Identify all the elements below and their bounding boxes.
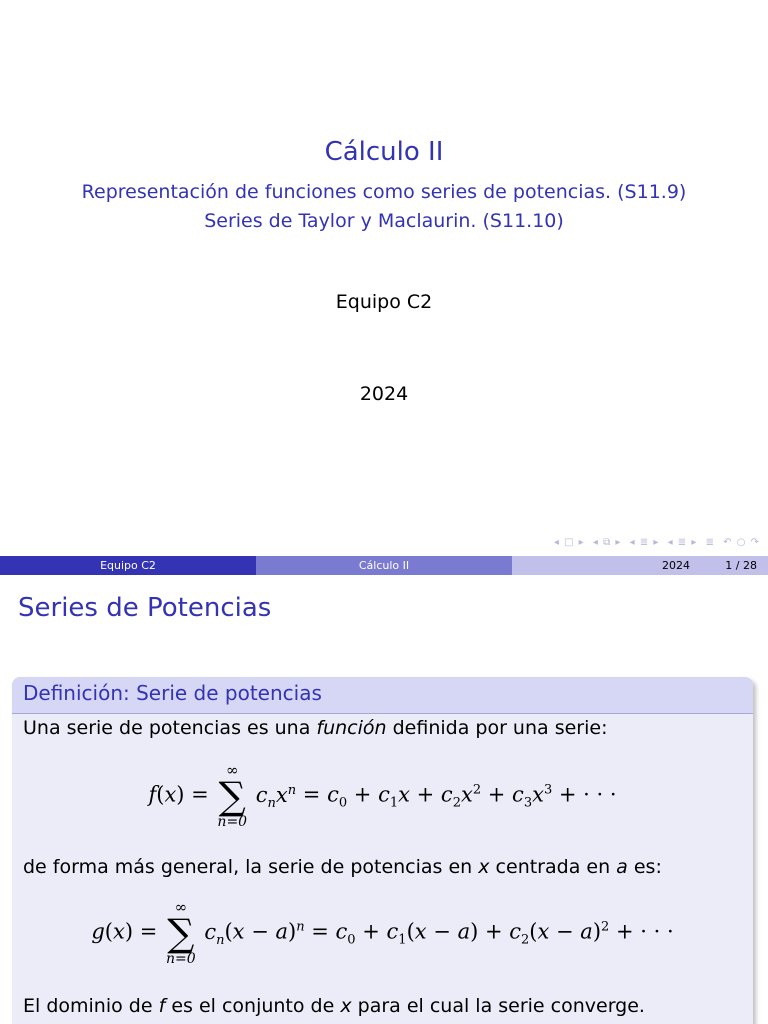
emphasis-function: función [316,717,387,739]
nav-prev-slide-icon[interactable]: ◂ □ ▸ [553,537,585,548]
definition-block [12,677,753,1024]
sum-symbol: ∞ ∑ n=0 [165,898,196,967]
text-span: de forma más general, la serie de potencias en [23,856,479,878]
nav-search-icon[interactable]: ↶ ○ ↷ [723,537,760,548]
footer-author: Equipo C2 [0,556,256,575]
math-var-a: a [616,856,628,878]
math-var-x: x [340,995,352,1017]
text-span: El dominio de [23,995,159,1017]
footer-page-number: 1 / 28 [725,559,757,572]
math-var-f: f [158,995,166,1017]
slide-date: 2024 [359,383,409,405]
sum-symbol: ∞ ∑ n=0 [217,761,248,830]
text-span: centrada en [489,856,617,878]
definition-text-line1 [23,717,607,739]
nav-toc-icon[interactable]: ≣ [705,537,715,548]
slide-subtitle-line2: Series de Taylor y Maclaurin. (S11.10) [204,210,564,232]
footer-right [512,556,768,575]
text-span: definida por una serie: [386,717,608,739]
footer-date: 2024 [662,559,690,572]
math-var-x: x [478,856,490,878]
nav-prev-section-icon[interactable]: ◂ ≣ ▸ [667,537,698,548]
footer-title: Cálculo II [256,556,512,575]
text-span: Una serie de potencias es una [23,717,317,739]
text-span: para el cual la serie converge. [351,995,645,1017]
text-span: es el conjunto de [165,995,341,1017]
definition-block-title: Definición: Serie de potencias [12,677,753,714]
nav-prev-frame-icon[interactable]: ◂ ⧉ ▸ [592,537,622,548]
definition-text-line2 [23,856,662,878]
slide-subtitle-line1: Representación de funciones como series de potencias. (S11.9) [81,181,687,203]
slide-title: Cálculo II [324,137,444,167]
text-span: es: [627,856,662,878]
nav-prev-subsection-icon[interactable]: ◂ ≣ ▸ [629,537,660,548]
beamer-navigation[interactable] [550,537,760,548]
definition-text-line3 [23,995,645,1017]
slide-footer [0,556,768,575]
power-series-equation: f(x) = ∞ ∑ n=0 $c_nx^n = c_0 + c_1x + c_2x^2 + c_3x^3$ + · · · [148,761,617,830]
slide-author: Equipo C2 [335,291,433,313]
centered-power-series-equation: g(x) = ∞ ∑ n=0 $c_n(x - a)^n = c_0 + c_1(x - a) + c_2(x - a)^2$ + · · · [91,898,674,967]
frame-title: Series de Potencias [18,593,272,623]
